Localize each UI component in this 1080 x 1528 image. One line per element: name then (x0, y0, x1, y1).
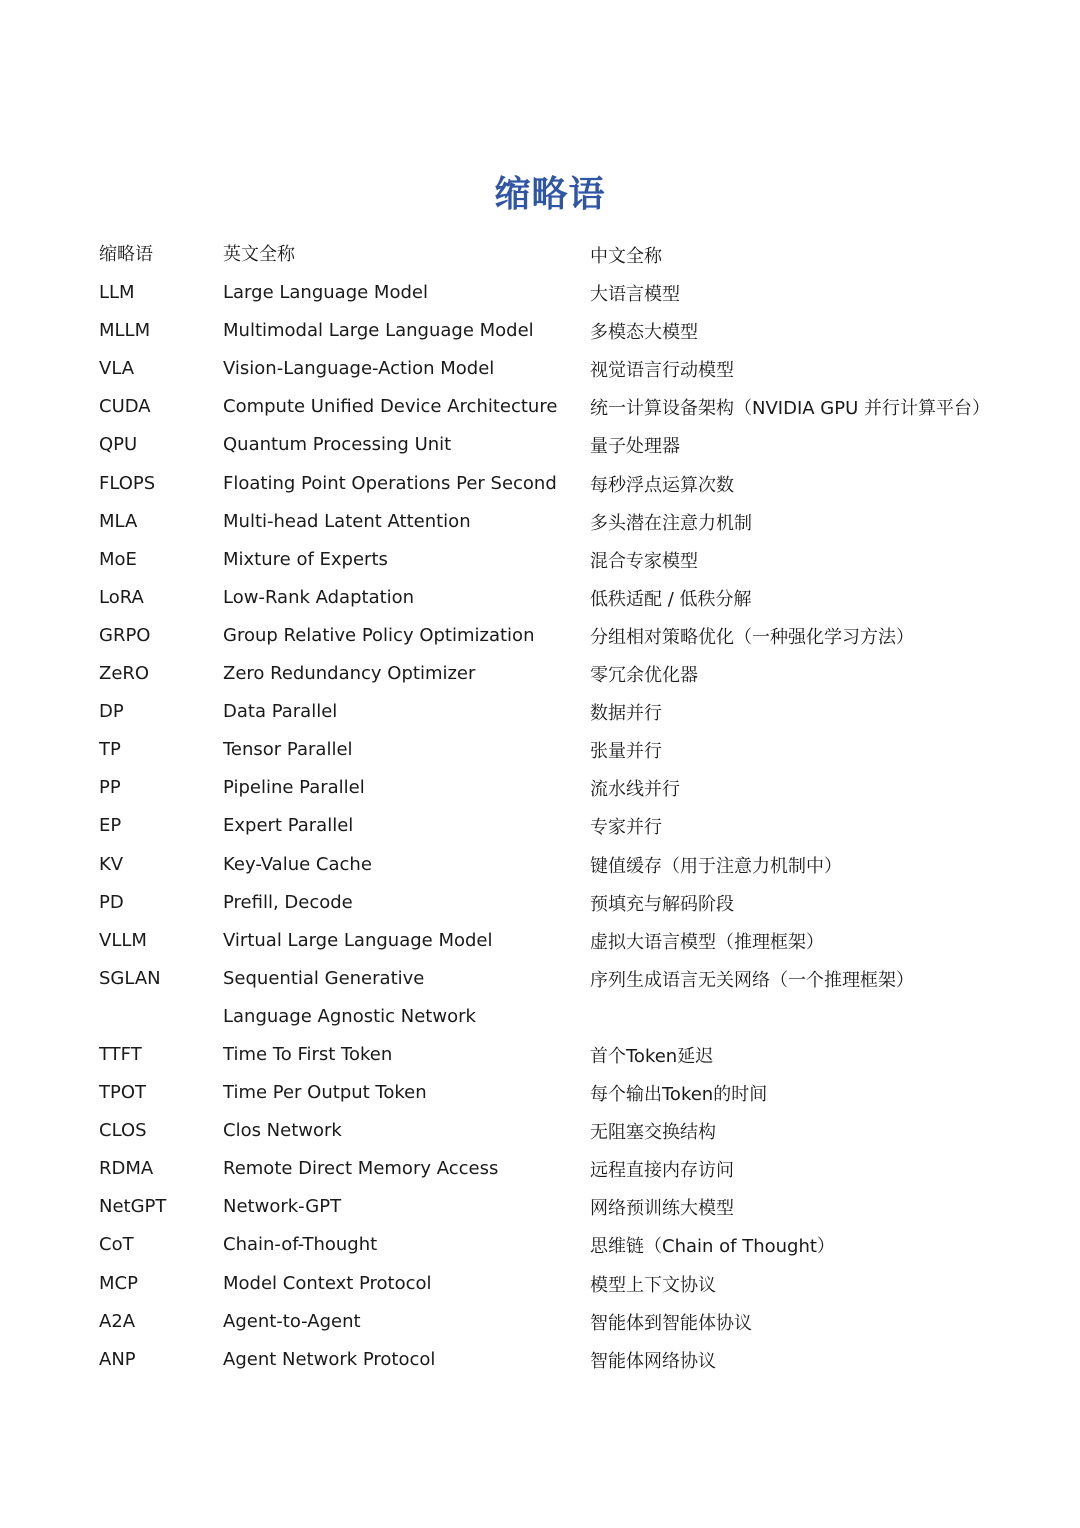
table-row (99, 426, 1019, 464)
chinese-name-cell: 模型上下文协议 (590, 1274, 716, 1296)
table-row (99, 807, 1019, 845)
chinese-name-cell: 零冗余优化器 (590, 665, 698, 687)
english-name-cell: Vision-Language-Action Model (223, 358, 495, 380)
english-name-cell: Pipeline Parallel (223, 777, 365, 799)
chinese-name-cell: 多模态大模型 (590, 322, 698, 344)
abbreviation-cell: VLA (99, 358, 135, 380)
english-name-cell: Agent Network Protocol (223, 1348, 436, 1370)
english-name-cell: Prefill, Decode (223, 891, 353, 913)
abbreviation-cell: MLLM (99, 320, 151, 342)
abbreviation-cell: DP (99, 701, 124, 723)
abbreviation-cell: TPOT (99, 1082, 147, 1104)
table-row (99, 274, 1019, 312)
abbreviation-cell: PD (99, 891, 124, 913)
english-name-cell: Remote Direct Memory Access (223, 1158, 499, 1180)
abbreviation-cell: TP (99, 739, 121, 761)
table-row (99, 1303, 1019, 1341)
chinese-name-cell: 思维链（Chain of Thought） (590, 1236, 835, 1258)
table-header-row (99, 236, 1019, 274)
abbreviation-cell: EP (99, 815, 122, 837)
english-name-cell: Low-Rank Adaptation (223, 586, 415, 608)
table-row (99, 922, 1019, 960)
table-body (99, 274, 1019, 1379)
abbreviation-cell: LLM (99, 282, 135, 304)
abbreviation-cell: CoT (99, 1234, 134, 1256)
abbreviation-cell: MoE (99, 548, 137, 570)
english-name-cell: Clos Network (223, 1120, 342, 1142)
abbreviation-cell: NetGPT (99, 1196, 167, 1218)
chinese-name-cell: 无阻塞交换结构 (590, 1122, 716, 1144)
english-name-cell: Multi-head Latent Attention (223, 510, 471, 532)
english-name-cell: Compute Unified Device Architecture (223, 396, 558, 418)
chinese-name-cell: 分组相对策略优化（一种强化学习方法） (590, 626, 914, 648)
abbreviation-cell: CLOS (99, 1120, 147, 1142)
english-name-cell: Floating Point Operations Per Second (223, 472, 557, 494)
abbreviation-cell: FLOPS (99, 472, 156, 494)
english-name-cell: Zero Redundancy Optimizer (223, 663, 476, 685)
chinese-name-cell: 首个Token延迟 (590, 1045, 714, 1067)
english-name-cell: Chain-of-Thought (223, 1234, 378, 1256)
abbreviation-cell: RDMA (99, 1158, 154, 1180)
abbreviation-cell: VLLM (99, 929, 147, 951)
chinese-name-cell: 数据并行 (590, 703, 662, 725)
table-row (99, 1341, 1019, 1379)
english-name-cell: Time To First Token (223, 1043, 393, 1065)
chinese-name-cell: 流水线并行 (590, 779, 680, 801)
english-name-cell: Multimodal Large Language Model (223, 320, 534, 342)
abbreviation-cell: LoRA (99, 586, 144, 608)
table-row (99, 884, 1019, 922)
table-row (99, 1036, 1019, 1074)
table-row (99, 960, 1019, 998)
abbreviation-cell: GRPO (99, 624, 151, 646)
chinese-name-cell: 键值缓存（用于注意力机制中） (590, 855, 842, 877)
chinese-name-cell: 张量并行 (590, 741, 662, 763)
english-name-cell: Agent-to-Agent (223, 1310, 361, 1332)
chinese-name-cell: 预填充与解码阶段 (590, 893, 734, 915)
chinese-name-cell: 多头潜在注意力机制 (590, 512, 752, 534)
chinese-name-cell: 专家并行 (590, 817, 662, 839)
chinese-name-cell: 虚拟大语言模型（推理框架） (590, 931, 824, 953)
chinese-name-cell: 每个输出Token的时间 (590, 1084, 768, 1106)
table-row (99, 350, 1019, 388)
table-row (99, 731, 1019, 769)
english-name-cell: Sequential Generative (223, 967, 425, 989)
chinese-name-cell: 智能体到智能体协议 (590, 1312, 752, 1334)
chinese-name-cell: 序列生成语言无关网络（一个推理框架） (590, 969, 914, 991)
english-name-cell: Tensor Parallel (223, 739, 353, 761)
abbreviation-cell: ANP (99, 1348, 136, 1370)
table-row (99, 1112, 1019, 1150)
table-row (99, 1188, 1019, 1226)
table-row (99, 998, 1019, 1036)
table-row (99, 617, 1019, 655)
header-english-full-name: 英文全称 (223, 244, 295, 265)
abbreviation-cell: A2A (99, 1310, 136, 1332)
chinese-name-cell: 大语言模型 (590, 284, 680, 306)
english-name-cell: Network-GPT (223, 1196, 342, 1218)
table-row (99, 541, 1019, 579)
chinese-name-cell: 网络预训练大模型 (590, 1198, 734, 1220)
english-name-cell: Key-Value Cache (223, 853, 372, 875)
english-name-cell: Large Language Model (223, 282, 428, 304)
abbreviation-cell: MLA (99, 510, 138, 532)
table-row (99, 388, 1019, 426)
english-name-cell: Quantum Processing Unit (223, 434, 452, 456)
english-name-cell: Group Relative Policy Optimization (223, 624, 535, 646)
abbreviation-table (99, 236, 1019, 1379)
page-title: 缩略语 (494, 174, 606, 215)
header-abbreviation: 缩略语 (99, 244, 153, 265)
table-row (99, 846, 1019, 884)
chinese-name-cell: 远程直接内存访问 (590, 1160, 734, 1182)
table-row (99, 1074, 1019, 1112)
header-chinese-full-name: 中文全称 (590, 246, 662, 267)
abbreviation-cell: QPU (99, 434, 138, 456)
chinese-name-cell: 统一计算设备架构（NVIDIA GPU 并行计算平台） (590, 398, 990, 420)
table-row (99, 769, 1019, 807)
table-row (99, 312, 1019, 350)
abbreviation-cell: MCP (99, 1272, 138, 1294)
table-row (99, 503, 1019, 541)
chinese-name-cell: 混合专家模型 (590, 550, 698, 572)
english-name-cell: Language Agnostic Network (223, 1005, 476, 1027)
abbreviation-cell: ZeRO (99, 663, 150, 685)
abbreviation-cell: PP (99, 777, 121, 799)
chinese-name-cell: 智能体网络协议 (590, 1350, 716, 1372)
abbreviation-cell: SGLAN (99, 967, 161, 989)
chinese-name-cell: 量子处理器 (590, 436, 680, 458)
abbreviation-cell: TTFT (99, 1043, 142, 1065)
table-row (99, 579, 1019, 617)
chinese-name-cell: 视觉语言行动模型 (590, 360, 734, 382)
english-name-cell: Data Parallel (223, 701, 338, 723)
abbreviation-cell: CUDA (99, 396, 151, 418)
chinese-name-cell: 低秩适配 / 低秩分解 (590, 588, 752, 610)
english-name-cell: Mixture of Experts (223, 548, 388, 570)
chinese-name-cell: 每秒浮点运算次数 (590, 474, 734, 496)
english-name-cell: Virtual Large Language Model (223, 929, 493, 951)
english-name-cell: Time Per Output Token (223, 1082, 427, 1104)
table-row (99, 465, 1019, 503)
english-name-cell: Model Context Protocol (223, 1272, 432, 1294)
english-name-cell: Expert Parallel (223, 815, 354, 837)
table-row (99, 693, 1019, 731)
table-row (99, 655, 1019, 693)
table-row (99, 1226, 1019, 1264)
table-row (99, 1265, 1019, 1303)
abbreviation-cell: KV (99, 853, 124, 875)
table-row (99, 1150, 1019, 1188)
